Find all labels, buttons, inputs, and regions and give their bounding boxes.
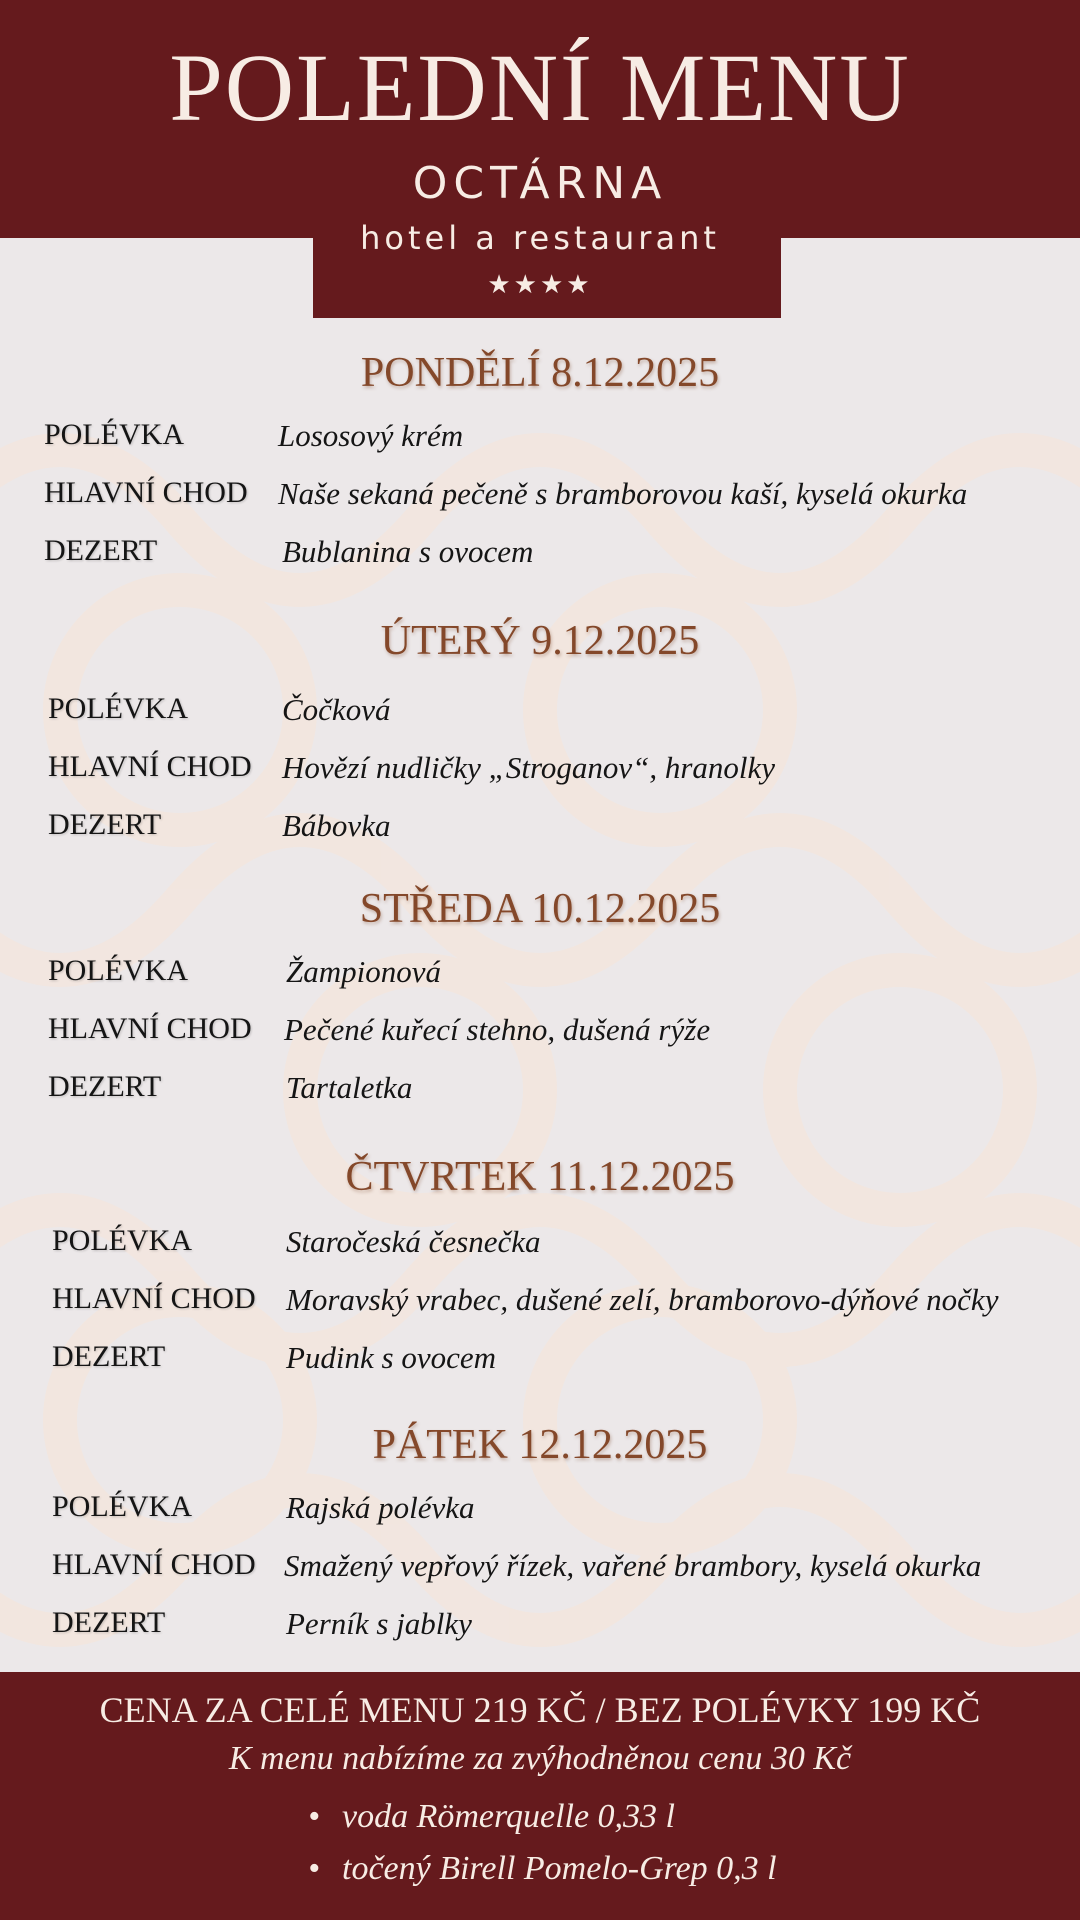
dish-name: Naše sekaná pečeně s bramborovou kaší, kyselá okurka (278, 476, 968, 511)
dish-name: Smažený vepřový řízek, vařené brambory, kyselá okurka (284, 1548, 982, 1583)
day-title: PONDĚLÍ 8.12.2025 (360, 350, 720, 396)
drink-item (308, 1852, 777, 1886)
star-rating: ★★★★ (487, 270, 593, 300)
menu-row (0, 1072, 1080, 1112)
category-label: DEZERT (48, 808, 162, 841)
menu-row (0, 956, 1080, 996)
menu-row (0, 810, 1080, 850)
category-label: HLAVNÍ CHOD (44, 476, 248, 509)
dish-name: Rajská polévka (286, 1490, 475, 1525)
menu-row (0, 1284, 1080, 1324)
restaurant-name: OCTÁRNA (412, 158, 668, 209)
dish-name: Pečené kuřecí stehno, dušená rýže (284, 1012, 711, 1047)
category-label: DEZERT (48, 1070, 162, 1103)
category-label: POLÉVKA (52, 1490, 192, 1523)
dish-name: Bábovka (282, 808, 391, 843)
dish-name: Perník s jablky (286, 1606, 472, 1641)
category-label: HLAVNÍ CHOD (48, 750, 252, 783)
menu-row (0, 1014, 1080, 1054)
category-label: DEZERT (52, 1340, 166, 1373)
menu-row (0, 1342, 1080, 1382)
day-title: STŘEDA 10.12.2025 (359, 886, 721, 932)
dish-name: Bublanina s ovocem (282, 534, 534, 569)
category-label: POLÉVKA (44, 418, 184, 451)
category-label: DEZERT (52, 1606, 166, 1639)
menu-row (0, 1550, 1080, 1590)
menu-row (0, 1226, 1080, 1266)
category-label: HLAVNÍ CHOD (52, 1548, 256, 1581)
category-label: HLAVNÍ CHOD (52, 1282, 256, 1315)
category-label: DEZERT (44, 534, 158, 567)
bullet-icon: • (308, 1850, 320, 1887)
category-label: HLAVNÍ CHOD (48, 1012, 252, 1045)
category-label: POLÉVKA (48, 692, 188, 725)
dish-name: Tartaletka (286, 1070, 413, 1105)
bullet-icon: • (308, 1798, 320, 1835)
menu-row (0, 1608, 1080, 1648)
menu-row (0, 1492, 1080, 1532)
menu-title: POLEDNÍ MENU (169, 34, 911, 141)
restaurant-subtitle: hotel a restaurant (360, 219, 720, 257)
dish-name: Žampionová (286, 954, 441, 989)
menu-row (0, 694, 1080, 734)
menu-price: CENA ZA CELÉ MENU 219 KČ / BEZ POLÉVKY 199 KČ (99, 1690, 981, 1730)
dish-name: Čočková (282, 692, 391, 727)
category-label: POLÉVKA (48, 954, 188, 987)
day-title: PÁTEK 12.12.2025 (372, 1422, 708, 1468)
menu-row (0, 420, 1080, 460)
menu-row (0, 536, 1080, 576)
drink-item (308, 1800, 675, 1834)
day-title: ÚTERÝ 9.12.2025 (380, 618, 700, 664)
dish-name: Moravský vrabec, dušené zelí, bramborovo-dýňové nočky (286, 1282, 999, 1317)
dish-name: Pudink s ovocem (286, 1340, 497, 1375)
menu-row (0, 478, 1080, 518)
dish-name: Staročeská česnečka (286, 1224, 541, 1259)
dish-name: Lososový krém (278, 418, 464, 453)
drink-label: voda Römerquelle 0,33 l (342, 1798, 675, 1835)
menu-row (0, 752, 1080, 792)
category-label: POLÉVKA (52, 1224, 192, 1257)
day-title: ČTVRTEK 11.12.2025 (345, 1154, 735, 1200)
drink-offer-text: K menu nabízíme za zvýhodněnou cenu 30 Kč (228, 1740, 852, 1777)
drink-label: točený Birell Pomelo-Grep 0,3 l (342, 1850, 777, 1887)
dish-name: Hovězí nudličky „Stroganov“, hranolky (282, 750, 776, 785)
